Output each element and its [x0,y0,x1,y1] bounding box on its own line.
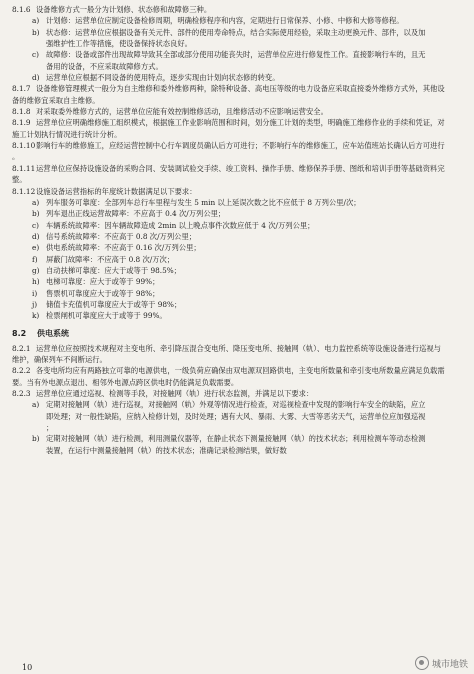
section-8-2-content [12,343,460,456]
clause-text: 电梯可靠度：应大于或等于 99%； [46,277,160,287]
clause-text: 自动扶梯可靠度：应大于或等于 98.5%； [46,265,181,275]
list-item [12,242,460,253]
clause-text-continued: ； [46,423,54,433]
clause-text-continued: 整。 [12,175,27,185]
clause-text: 运营单位应保持设施设备的采购合同、安装调试验交手续、竣工资料、操作手册、维修保养手册、图纸和培训手册等基础资料完 [36,163,445,173]
clause-text-continued: 备的维修宜采取自主维修。 [12,95,100,105]
clause-text: 影响行车的维修施工，应经运营控制中心行车调度员确认后方可进行；不影响行车的维修施工，应车站值班站长确认后方可进行 [36,141,445,151]
clause-number: 8.1.7 [12,84,31,94]
list-item [12,220,460,231]
clause-number: 8.2.1 [12,343,31,353]
clause-text-continued: 备用的设备，不应采取故障修方式。 [46,61,163,71]
clause-text: 故障修：设备或部件出现故障导致其全部或部分使用功能丧失时，运营单位应进行修复性工作。直接影响行车的，且无 [46,50,426,60]
clause-number: 8.1.8 [12,107,31,117]
list-item [12,299,460,310]
watermark-text: 城市地铁 [431,659,468,670]
clause-number: f) [32,254,38,264]
watermark [415,656,468,670]
clause-text: 供电系统故障率：不应高于 0.16 次/万列公里； [46,243,201,253]
clause-text: 列车退出正线运营故障率：不应高于 0.4 次/万列公里； [46,209,226,219]
clause-text-continued: 强维护性工作等措施，使设备保持状态良好。 [46,39,192,49]
clause-number: e) [32,243,40,253]
list-item [12,399,460,433]
clause-text-continued: 施工计划执行情况进行统计分析。 [12,129,122,139]
clause-number: a) [32,16,40,26]
list-item [12,276,460,287]
clause-number: d) [32,73,40,83]
clause-paragraph [12,186,460,197]
clause-number: 8.1.9 [12,118,31,128]
clause-text: 定期对接触网（轨）进行巡视，对接触网（轨）外观等情况进行检查，对巡视检查中发现的影响行车安全的缺陷，应立 [46,400,426,410]
clause-number: 8.1.11 [12,163,36,173]
clause-number: c) [32,50,39,60]
clause-paragraph [12,163,460,186]
section-heading-number: 8.2 [12,328,27,338]
clause-paragraph [12,388,460,399]
list-item [12,310,460,321]
section-8-1-content [12,4,460,322]
clause-number: h) [32,277,40,287]
clause-text: 储值卡充值机可靠度应大于或等于 98%； [46,299,182,309]
clause-text: 列车服务可靠度：全部列车总行车里程与发生 5 min 以上延误次数之比不应低于 8 万列公里/次； [46,197,361,207]
clause-paragraph [12,4,460,15]
list-item [12,15,460,26]
clause-number: 8.1.10 [12,141,36,151]
clause-text-continued: 。 [12,152,20,162]
list-item [12,197,460,208]
clause-text: 检票闸机可靠度应大于或等于 99%。 [46,311,167,321]
clause-paragraph [12,83,460,106]
clause-number: 8.2.2 [12,366,31,376]
clause-number: g) [32,265,40,275]
clause-text: 售票机可靠度应大于或等于 98%； [46,288,160,298]
clause-number: b) [32,434,40,444]
clause-number: b) [32,27,40,37]
clause-text: 对采取委外维修方式的，运营单位应能有效控制维修活动，且维修活动不应影响运营安全。 [36,107,328,117]
clause-text: 设备维修管理模式一般分为自主维修和委外维修两种，除特种设备、高电压等级的电力设备应采取直接委外维修方式外，其他设 [36,84,445,94]
clause-text: 屏蔽门故障率：不应高于 0.8 次/万次； [46,254,175,264]
list-item [12,265,460,276]
list-item [12,49,460,72]
clause-number: d) [32,231,40,241]
clause-number: a) [32,197,40,207]
clause-text-continued: 装置，在运行中测量接触网（轨）的技术状态；准确记录检测结果，做好数 [46,445,287,455]
clause-number: 8.2.3 [12,389,31,398]
clause-text: 设备维修方式一般分为计划修、状态修和故障修三种。 [36,5,212,14]
list-item [12,72,460,83]
clause-text: 运营单位应通过巡视、检测等手段，对接触网（轨）进行状态监测，并满足以下要求： [36,389,314,398]
clause-paragraph [12,365,460,388]
clause-text: 信号系统故障率：不应高于 0.8 次/万列公里； [46,231,197,241]
list-item [12,288,460,299]
clause-text: 运营单位应明确维修施工组织模式，根据施工作业影响范围和时间，划分施工计划的类型，明确施工维修作业的手续和凭证，对 [36,118,445,128]
clause-paragraph [12,140,460,163]
clause-text: 运营单位应根据不同设备的使用特点，逐步实现由计划向状态修的转变。 [46,73,280,83]
section-heading [12,328,460,339]
clause-paragraph [12,343,460,366]
clause-text: 各变电所均应有两路独立可靠的电源供电，一级负荷应确保由双电源双回路供电，主变电所数量和牵引变电所数量应满足负载需 [36,366,445,376]
list-item [12,27,460,50]
list-item [12,254,460,265]
list-item [12,208,460,219]
clause-text-continued: 维护，确保列车不间断运行。 [12,354,107,364]
watermark-logo-icon [415,656,429,670]
clause-text: 状态修：运营单位应根据设备有关元件、部件的使用寿命特点，结合实际使用经验，采取主动更换元件、部件，以及加 [46,27,426,37]
list-item [12,433,460,456]
clause-text: 设施设备运营指标的年度统计数据满足以下要求： [36,186,197,196]
clause-number: i) [32,288,38,298]
clause-paragraph [12,117,460,140]
clause-number: 8.1.6 [12,5,31,14]
clause-paragraph [12,106,460,117]
clause-text: 运营单位应按照技术规程对主变电所、牵引降压混合变电所、降压变电所、接触网（轨）、电力监控系统等设施设备进行巡视与 [36,343,441,353]
clause-number: k) [32,311,40,321]
clause-text: 计划修：运营单位应制定设备检修周期，明确检修程序和内容，定期进行日常保养、小修、中修和大修等修程。 [46,16,404,26]
clause-number: c) [32,220,39,230]
clause-text-continued: 即处理；对一般性缺陷，应纳入检修计划，及时处理；遇有大风、暴雨、大雾、大雪等恶劣天气，运营单位应加强巡视 [46,411,426,421]
page-number: 10 [22,663,33,672]
clause-text: 定期对接触网（轨）进行检测，利用测量仪器等，在静止状态下测量接触网（轨）的技术状态；利用检测车等动态检测 [46,434,426,444]
clause-text: 车辆系统故障率：因车辆故障造成 2min 以上晚点事件次数应低于 4 次/万列公里； [46,220,315,230]
clause-number: a) [32,400,40,410]
clause-number: j) [32,299,38,309]
section-heading-title: 供电系统 [36,328,69,338]
clause-text-continued: 要。当有外电源点退出、相邻外电源点跨区供电时仍能满足负载需要。 [12,377,239,387]
clause-number: 8.1.12 [12,186,36,196]
clause-number: b) [32,209,40,219]
list-item [12,231,460,242]
